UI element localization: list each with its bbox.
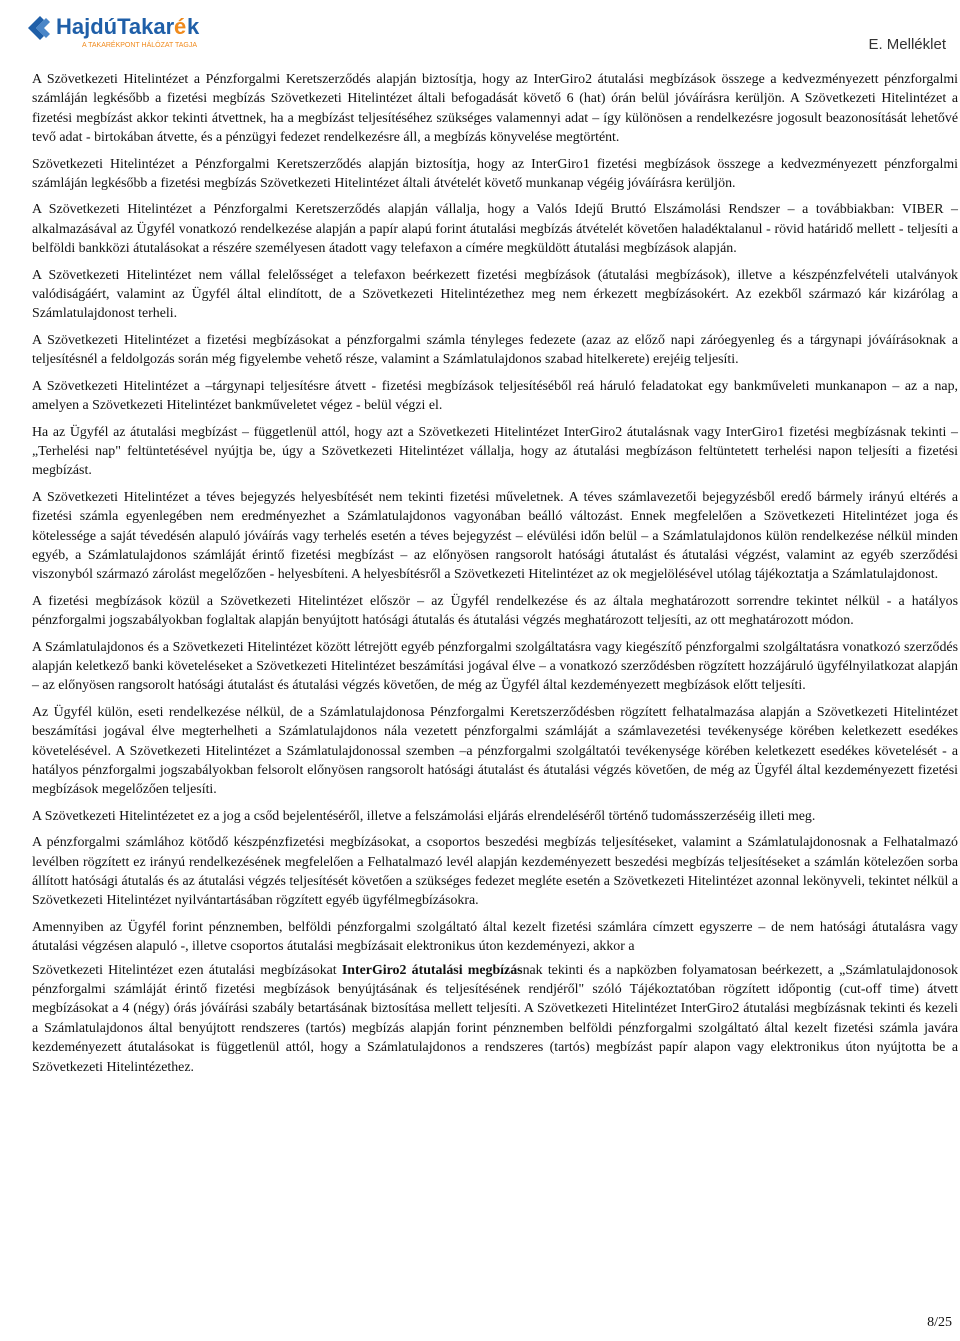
paragraph: A Szövetkezeti Hitelintézet a –tárgynapi teljesítésre átvett - fizetési megbízások teljesítéséből reá háruló feladatokat egy bankműveleti munkanapon – az a nap, amelyen a Szövetkezeti Hitelintézet bankműveletet végez - belül végzi el.: [32, 378, 958, 414]
paragraph: Amennyiben az Ügyfél forint pénznemben, belföldi pénzforgalmi szolgáltató által kezelt fizetési számlára címzett egyszerre – de nem hatósági átutalásra vagy átutalási végzésen alapuló -, illetve csoportos átutalási megbízásait elektronikus úton kezdeményezi, akkor a: [32, 919, 958, 955]
svg-text:k: k: [187, 14, 200, 39]
paragraph: A Szövetkezeti Hitelintézetet ez a jog a csőd bejelentéséről, illetve a felszámolási eljárás elrendeléséről történő tudomásszerzéséig illeti meg.: [32, 808, 816, 824]
bold-term: InterGiro2 átutalási megbízás: [341, 962, 523, 978]
annex-label: E. Melléklet: [868, 36, 946, 53]
svg-text:A TAKARÉKPONT HÁLÓZAT TAGJA: A TAKARÉKPONT HÁLÓZAT TAGJA: [82, 42, 198, 49]
paragraph: Szövetkezeti Hitelintézet ezen átutalási megbízásokat InterGiro2 átutalási megbízásnak tekinti és a napközben folyamatosan beérkezett, a „Számlatulajdonosok pénzforgalmi számláját érintő fizetési megbízások benyújtásának és teljesítésének rendjéről" szóló Tájékoztatóban rögzített időpontig (cut-off time) átvett megbízásokat a 4 (négy) órás jóváírási szabály betartásának biztosítása mellett teljesíti. A Szövetkezeti Hitelintézet InterGiro2 átutalási megbízásnak tekinti és kezeli a Számlatulajdonos által benyújtott rendszeres (tartós) megbízás alapján forint pénznemben belföldi pénzforgalmi szolgáltató által kezelt fizetési számla javára kezdeményezett átutalásokat is függetlenül attól, hogy a Számlatulajdonos a rendszeres (tartós) megbízást papír alapon vagy elektronikus úton nyújtotta be a Szövetkezeti Hitelintézethez.: [32, 962, 958, 1075]
paragraph: Szövetkezeti Hitelintézet a Pénzforgalmi Keretszerződés alapján biztosítja, hogy az InterGiro1 fizetési megbízások összege a kedvezményezett pénzforgalmi számláján legkésőbb a fizetési megbízás Szövetkezeti Hitelintézet általi átvételét követő munkanap végéig jóváírásra kerüljön.: [32, 156, 958, 192]
hajdutakarek-logo-icon: [26, 10, 246, 52]
paragraph: A Szövetkezeti Hitelintézet a Pénzforgalmi Keretszerződés alapján vállalja, hogy a Valós Idejű Bruttó Elszámolási Rendszer – a továbbiakban: VIBER – alkalmazásával az Ügyfél vonatkozó rendelkezése alapján a papír alapú forint átutalási megbízás átvételét követően haladéktalanul - rövid határidő mellett - teljesíti a belföldi bankközi átutalásokat a részére személyesen átadott vagy telefaxon a címére megküldött átutalási megbízások alapján.: [32, 202, 958, 257]
paragraph: Ha az Ügyfél az átutalási megbízást – függetlenül attól, hogy azt a Szövetkezeti Hitelintézet InterGiro2 átutalásnak vagy InterGiro1 fizetési megbízásnak tekinti – „Terhelési nap" feltüntetésével nyújtja be, úgy a Szövetkezeti Hitelintézet vállalja, hogy az átutalási megbízáson feltüntetett terhelési napon teljesíti a fizetési megbízást.: [32, 424, 958, 479]
paragraph: Az Ügyfél külön, eseti rendelkezése nélkül, de a Számlatulajdonosa Pénzforgalmi Keretszerződésben rögzített felhatalmazása alapján a Szövetkezeti Hitelintézet beszámítási jogával élve megterhelheti a Számlatulajdonos nála vezetett pénzforgalmi számláját a számlavezetési tevékenysége körében keletkezett esedékes követelésével. A Szövetkezeti Hitelintézet a Számlatulajdonossal szemben –a pénzforgalmi szolgáltatói tevékenysége körében keletkezett esedékes követelését - a hatályos pénzforgalmi jogszabályokban felsorolt előnyösen rangsorolt hatósági átutalást és átutalási végzés követően, de még az Ügyfél által kezdeményezett fizetési megbízások megelőzően teljesíti.: [32, 704, 958, 798]
svg-text:é: é: [174, 14, 187, 39]
paragraph: A Szövetkezeti Hitelintézet a Pénzforgalmi Keretszerződés alapján biztosítja, hogy az InterGiro2 átutalási megbízások összege a kedvezményezett pénzforgalmi számláján legkésőbb a fizetési megbízás Szövetkezeti Hitelintézet általi befogadását követő 6 (hat) órán belül jóváírásra kerüljön. A Szövetkezeti Hitelintézet a fizetési megbízást akkor tekinti átvettnek, ha a megbízást teljesítéséhez szükséges valamennyi adat – így különösen a rendelkezésre jogosult beazonosítását lehetővé tevő adat - birtokában átvette, és a pénzügyi fedezet rendelkezésre áll, a megbízás könyvelése megtörtént.: [32, 72, 958, 146]
document-body: [32, 70, 958, 1084]
svg-text:HajdúTakar: HajdúTakar: [56, 14, 175, 39]
paragraph: A fizetési megbízások közül a Szövetkezeti Hitelintézet először – az Ügyfél rendelkezése és az általa meghatározott sorrendre tekintet nélkül - a hatályos pénzforgalmi jogszabályokban foglaltak alapján benyújtott hatósági átutalás és átutalási végzés meghatározott teljesíti, az ott meghatározott módon.: [32, 593, 958, 629]
paragraph: A Számlatulajdonos és a Szövetkezeti Hitelintézet között létrejött egyéb pénzforgalmi szolgáltatásra vagy kiegészítő pénzforgalmi szolgáltatásra vonatkozó szerződés alapján keletkező banki követeléseket a Szövetkezeti Hitelintézet beszámítási jogával élve – a vonatkozó szerződésben rögzített hozzájáruló ügyfélnyilatkozat alapján – az előnyösen rangsorolt hatósági átutalást és átutalási végzés követően, de még az Ügyfél által kezdeményezett megbízások előtt teljesíti.: [32, 639, 958, 694]
paragraph: A Szövetkezeti Hitelintézet nem vállal felelősséget a telefaxon beérkezett fizetési megbízások (átutalási megbízások), illetve a készpénzfelvételi utalványok valódiságáért, valamint az Ügyfél által elindított, de a Szövetkezeti Hitelintézethez meg nem érkezett megbízásokért. Az ezekből származó kár kizárólag a Számlatulajdonost terheli.: [32, 267, 958, 322]
paragraph: A Szövetkezeti Hitelintézet a téves bejegyzés helyesbítését nem tekinti fizetési műveletnek. A téves számlavezetői bejegyzésből eredő bármely irányú eltérés a fizetési számla egyenlegében nem eredményezhet a Számlatulajdonos vagyonában beálló változást. Ennek megfelelően a Szövetkezeti Hitelintézet joga és kötelessége a saját tévedésén alapuló jóváírás vagy terhelés esetén a téves bejegyzést – elévülési időn belül – a Számlatulajdonos külön rendelkezése nélkül minden egyéb, a Számlatulajdonos számláját érintő fizetési megbízást – az előnyösen rangsorolt hatósági átutalást és átutalási végzést, valamint az egyéb szerződési viszonyból származó zárolást megelőzően - helyesbíteni. A helyesbítésről a Szövetkezeti Hitelintézet az ok megjelölésével utólag tájékoztatja a Számlatulajdonost.: [32, 489, 958, 583]
paragraph: A Szövetkezeti Hitelintézet a fizetési megbízásokat a pénzforgalmi számla tényleges fedezete (azaz az előző napi záróegyenleg és a tárgynapi jóváírásoknak a teljesítésnél a feldolgozás során még figyelembe vehető része, valamint a Számlatulajdonos szabad hitelkerete) erejéig teljesíti.: [32, 332, 958, 368]
page-number: 8/25: [927, 1315, 952, 1330]
brand-logo: [26, 10, 246, 52]
paragraph: A pénzforgalmi számlához kötődő készpénzfizetési megbízásokat, a csoportos beszedési megbízás teljesítéseket, valamint a Számlatulajdonosnak a Felhatalmazó levélben rögzített ez irányú rendelkezésének megfelelően a Felhatalmazó levél alapján kezdeményezett beszedési megbízás teljesítéseket a számlán kötelezően sorba állított hatósági átutalás és az átutalási végzés teljesítését követően a szükséges fedezet megléte esetén a Szövetkezeti Hitelintézet azonnal lekönyveli, tekintet nélkül a Szövetkezeti Hitelintézet nyilvántartásában rögzített egyéb ügyfélmegbízásokra.: [32, 835, 958, 909]
